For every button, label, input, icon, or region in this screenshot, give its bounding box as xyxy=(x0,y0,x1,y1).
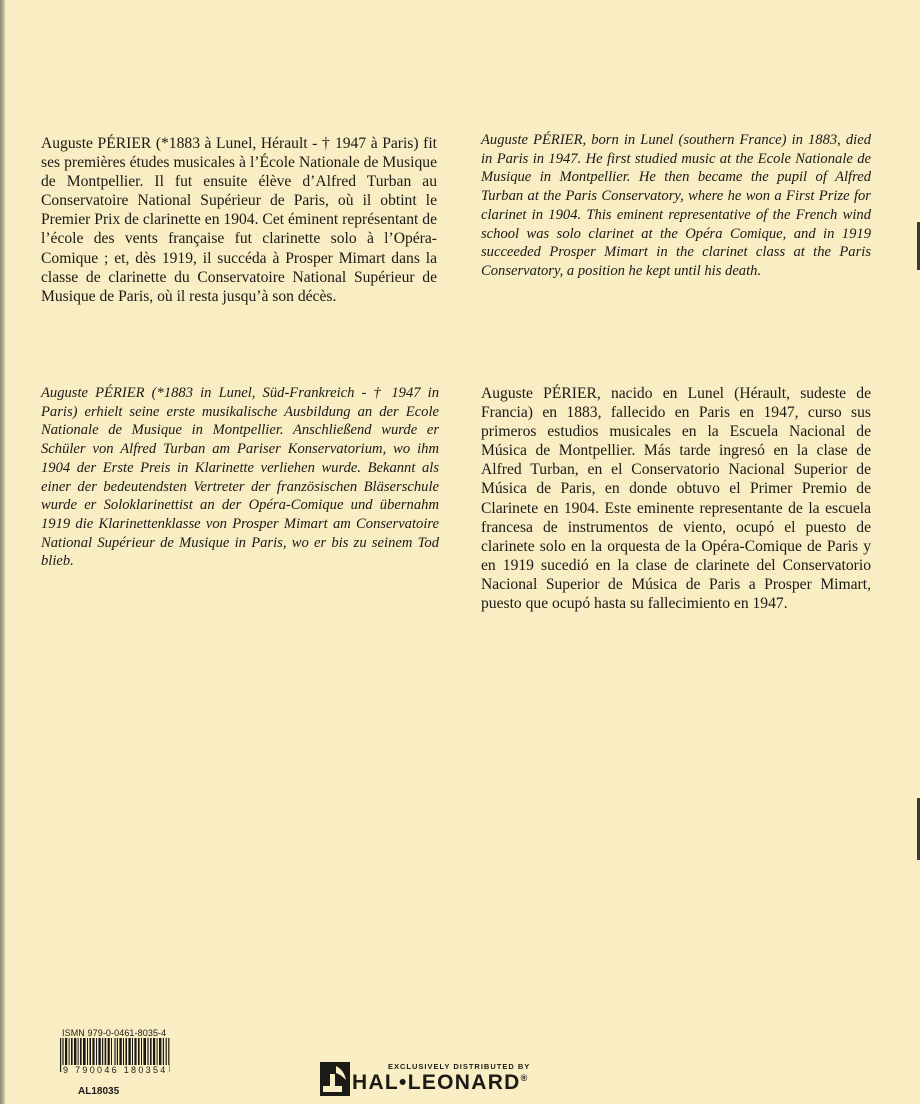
page-edge-shadow xyxy=(0,0,5,1104)
bio-spanish: Auguste PÉRIER, nacido en Lunel (Hérault, sudeste de Francia) en 1883, fallecido en Paris en 1947, curso sus primeros estudios musicales en la Escuela Nacional de Música de Montpellier. Más tarde ingresó en la clase de Alfred Turban, en el Conservatorio Nacional Superior de Música de Paris, en donde obtuvo el Primer Premio de Clarinete en 1904. Este eminente representante de la escuela francesa de instrumentos de viento, ocupó el puesto de clarinete solo en la orquesta de la Opéra-Comique de Paris y en 1919 sucedió en la clase de clarinete del Conservatorio Nacional Superior de Música de Paris a Prosper Mimart, puesto que ocupó hasta su fallecimiento en 1947. xyxy=(481,385,871,613)
publisher-name xyxy=(352,1071,527,1095)
barcode-digits: 9 790046 180354 xyxy=(63,1065,168,1075)
publisher-name-text: HAL•LEONARD xyxy=(352,1071,521,1094)
registered-mark: ® xyxy=(520,1073,528,1083)
bio-english: Auguste PÉRIER, born in Lunel (southern France) in 1883, died in Paris in 1947. He first studied music at the Ecole Nationale de Musique in Montpellier. He then became the pupil of Alfred Turban at the Paris Conservatory, where he won a First Prize for clarinet in 1904. This eminent representative of the French wind school was solo clarinet at the Opéra Comique, and in 1919 succeeded Prosper Mimart in the clarinet class at the Paris Conservatory, a position he kept until his death. xyxy=(481,132,871,279)
hal-leonard-logo-icon xyxy=(320,1062,350,1096)
bio-french: Auguste PÉRIER (*1883 à Lunel, Hérault - † 1947 à Paris) fit ses premières études musicales à l’École Nationale de Musique de Montpellier. Il fut ensuite élève d’Alfred Turban au Conservatoire National Supérieur de Paris, où il obtint le Premier Prix de clarinette en 1904. Cet éminent représentant de l’école des vents française fut clarinette solo à l’Opéra-Comique ; et, dès 1919, il succéda à Prosper Mimart dans la classe de clarinette du Conservatoire National Supérieur de Musique de Paris, où il resta jusqu’à son décès. xyxy=(41,135,437,305)
ismn-number: ISMN 979-0-0461-8035-4 xyxy=(62,1028,167,1038)
catalog-number: AL18035 xyxy=(78,1086,120,1097)
bio-german: Auguste PÉRIER (*1883 in Lunel, Süd-Frankreich - † 1947 in Paris) erhielt seine erste musikalische Ausbildung an der Ecole Nationale de Musique in Montpellier. Anschließend wurde er Schüler von Alfred Turban am Pariser Konservatorium, wo ihm 1904 der Erste Preis in Klarinette verliehen wurde. Bekannt als einer der bedeutendsten Vertreter der französischen Bläserschule wurde er Soloklarinettist an der Opéra-Comique und übernahm 1919 die Klarinettenklasse von Prosper Mimart am Conservatoire National Supérieur de Musique in Paris, wo er bis zu seinem Tod blieb. xyxy=(41,385,439,570)
distributor-label: EXCLUSIVELY DISTRIBUTED BY xyxy=(388,1062,531,1071)
